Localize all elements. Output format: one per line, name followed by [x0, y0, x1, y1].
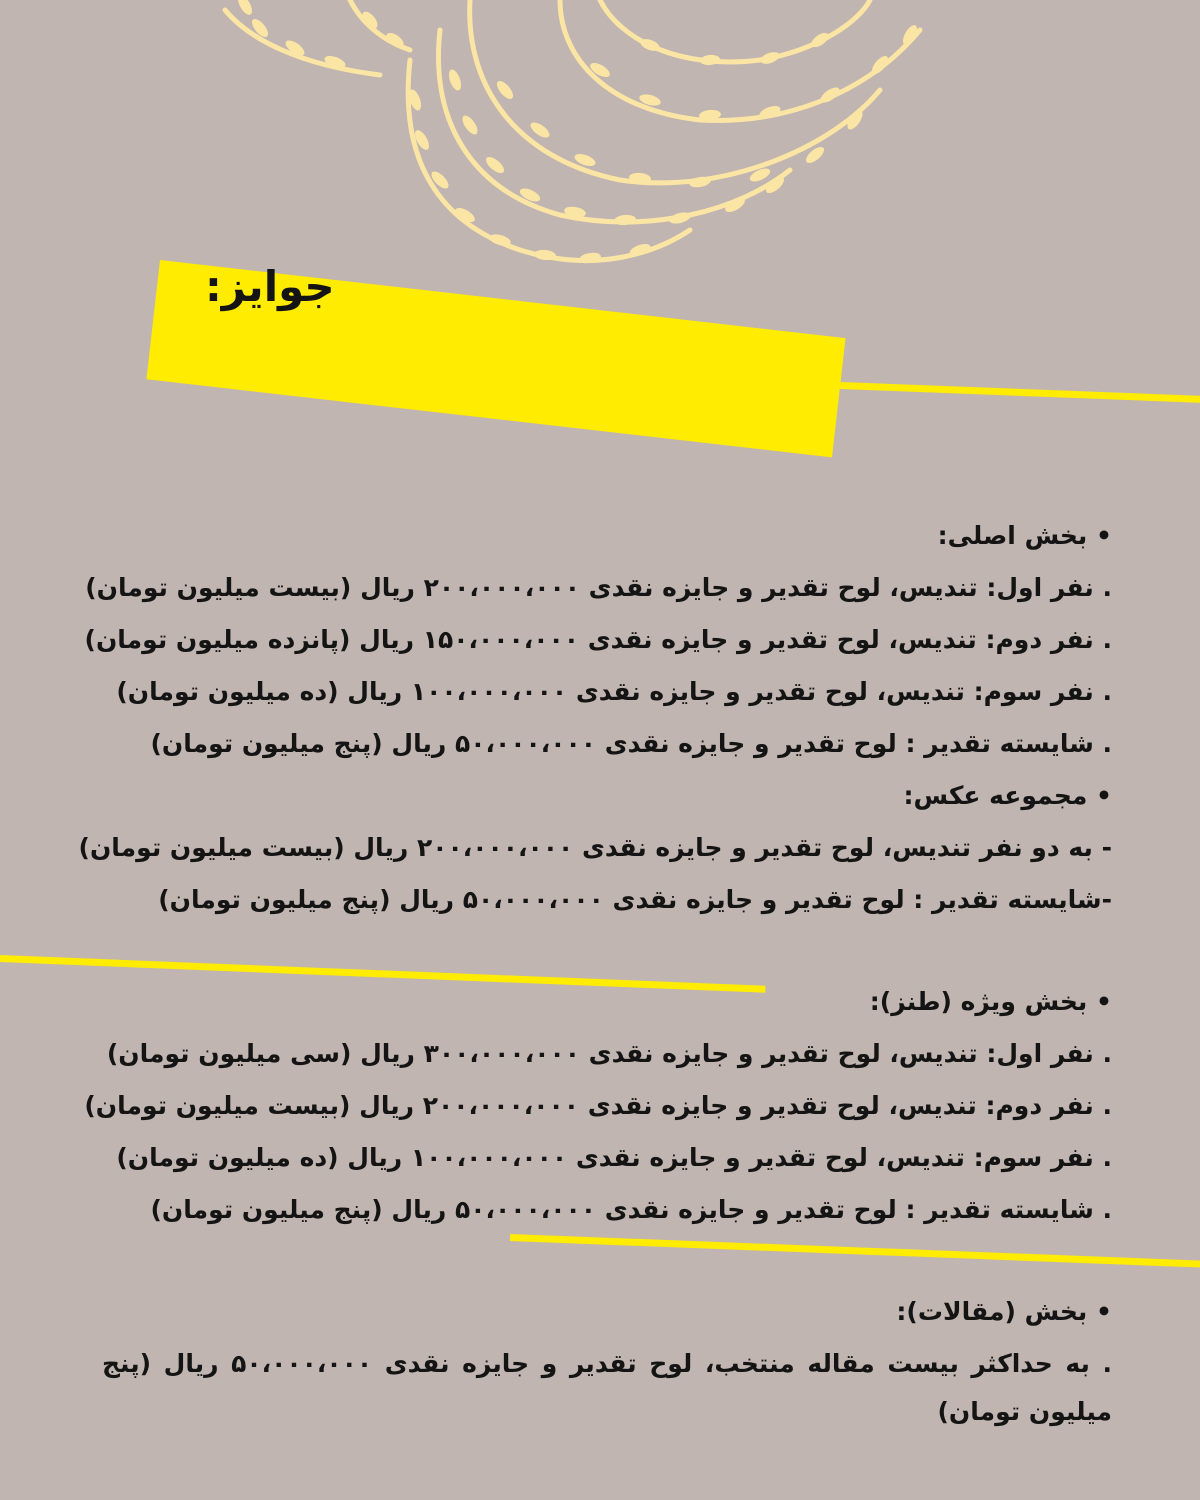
list-item: . شایسته تقدیر : لوح تقدیر و جایزه نقدی ۵۰،۰۰۰،۰۰۰ ریال (پنج میلیون تومان)	[150, 729, 1112, 758]
list-item: . نفر اول: تندیس، لوح تقدیر و جایزه نقدی ۲۰۰،۰۰۰،۰۰۰ ریال (بیست میلیون تومان)	[85, 573, 1112, 602]
list-item: . نفر دوم: تندیس، لوح تقدیر و جایزه نقدی ۲۰۰،۰۰۰،۰۰۰ ریال (بیست میلیون تومان)	[84, 1091, 1112, 1120]
prizes-list	[78, 510, 1112, 1436]
list-item: . نفر سوم: تندیس، لوح تقدیر و جایزه نقدی ۱۰۰،۰۰۰،۰۰۰ ریال (ده میلیون تومان)	[116, 1143, 1112, 1172]
page-title: جوایز:	[205, 262, 335, 311]
section-heading-main: • بخش اصلی:	[937, 521, 1112, 550]
section-heading-satire: • بخش ویژه (طنز):	[869, 987, 1112, 1016]
section-heading-photo: • مجموعه عکس:	[903, 781, 1112, 810]
list-item: . نفر سوم: تندیس، لوح تقدیر و جایزه نقدی ۱۰۰،۰۰۰،۰۰۰ ریال (ده میلیون تومان)	[116, 677, 1112, 706]
list-item: -شایسته تقدیر : لوح تقدیر و جایزه نقدی ۵۰،۰۰۰،۰۰۰ ریال (پنج میلیون تومان)	[158, 885, 1112, 914]
list-item: . شایسته تقدیر : لوح تقدیر و جایزه نقدی ۵۰،۰۰۰،۰۰۰ ریال (پنج میلیون تومان)	[150, 1195, 1112, 1224]
list-item: . نفر دوم: تندیس، لوح تقدیر و جایزه نقدی ۱۵۰،۰۰۰،۰۰۰ ریال (پانزده میلیون تومان)	[84, 625, 1112, 654]
list-item: . نفر اول: تندیس، لوح تقدیر و جایزه نقدی ۳۰۰،۰۰۰،۰۰۰ ریال (سی میلیون تومان)	[106, 1039, 1112, 1068]
articles-paragraph: . به حداکثر بیست مقاله منتخب، لوح تقدیر و جایزه نقدی ۵۰،۰۰۰،۰۰۰ ریال (پنج میلیون تومان)	[102, 1349, 1112, 1426]
accent-line-top	[840, 382, 1200, 403]
list-item: - به دو نفر تندیس، لوح تقدیر و جایزه نقدی ۲۰۰،۰۰۰،۰۰۰ ریال (بیست میلیون تومان)	[78, 833, 1112, 862]
wheat-wreath-icon	[0, 0, 1200, 300]
section-heading-articles: • بخش (مقالات):	[896, 1297, 1112, 1326]
